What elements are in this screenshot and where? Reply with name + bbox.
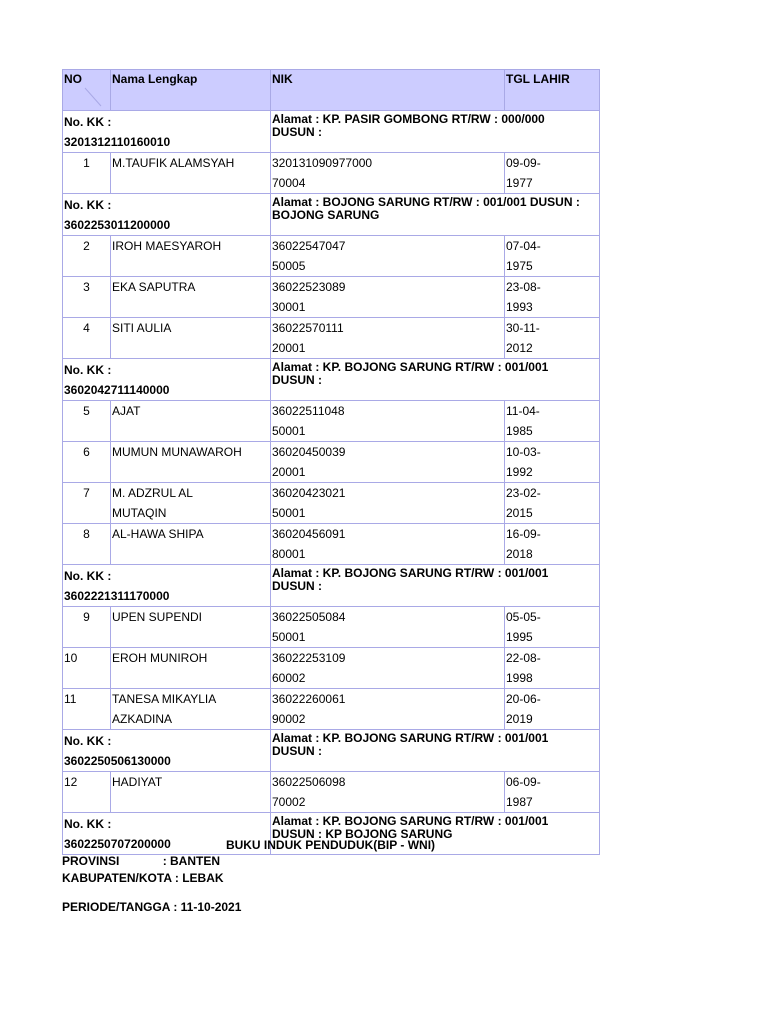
birthdate-line: 1992	[506, 465, 533, 479]
nik-cell	[271, 689, 505, 730]
dusun-line: DUSUN :	[272, 744, 322, 758]
address-line: Alamat : KP. BOJONG SARUNG RT/RW : 001/001	[272, 731, 549, 745]
kk-number: 3602042711140000	[64, 383, 170, 397]
name-cell	[111, 277, 271, 318]
table-row	[63, 524, 600, 565]
birthdate-cell	[505, 483, 600, 524]
kk-number: 3602250707200000	[64, 837, 171, 851]
nik-line: 50005	[272, 259, 306, 273]
document-title: BUKU INDUK PENDUDUK(BIP - WNI)	[225, 838, 436, 852]
name-cell	[111, 689, 271, 730]
nik-line: 50001	[272, 630, 306, 644]
table-row	[63, 153, 600, 194]
nik-line: 80001	[272, 547, 306, 561]
nik-line: 36022523089	[272, 280, 346, 294]
birthdate-cell	[505, 648, 600, 689]
birthdate-line: 1998	[506, 671, 533, 685]
nik-cell	[271, 524, 505, 565]
nik-line: 36022506098	[272, 775, 346, 789]
kabupaten-line: KABUPATEN/KOTA : LEBAK	[62, 871, 224, 885]
nik-line: 36022260061	[272, 692, 346, 706]
no-cell: 12	[63, 772, 111, 813]
header-tgl-lahir: TGL LAHIR	[505, 70, 600, 111]
dusun-line: DUSUN :	[272, 125, 322, 139]
birthdate-line: 2012	[506, 341, 533, 355]
kk-label: No. KK :	[64, 115, 112, 129]
kk-number: 3602250506130000	[64, 754, 171, 768]
kk-label: No. KK :	[64, 363, 112, 377]
no-cell: 3	[63, 277, 111, 318]
nik-line: 70004	[272, 176, 306, 190]
nik-cell	[271, 318, 505, 359]
kk-number: 3201312110160010	[64, 135, 171, 149]
kk-label: No. KK :	[64, 569, 112, 583]
birthdate-cell	[505, 401, 600, 442]
kk-number-cell	[63, 111, 271, 153]
name-cell	[111, 772, 271, 813]
birthdate-line: 23-08-	[506, 280, 541, 294]
name-cell	[111, 153, 271, 194]
address-cell	[271, 565, 600, 607]
nik-cell	[271, 442, 505, 483]
name-cell	[111, 483, 271, 524]
document-footer	[62, 837, 622, 916]
no-cell: 4	[63, 318, 111, 359]
name-line: EROH MUNIROH	[112, 651, 208, 665]
birthdate-line: 11-04-	[506, 404, 540, 418]
nik-cell	[271, 153, 505, 194]
birthdate-cell	[505, 153, 600, 194]
nik-cell	[271, 648, 505, 689]
nik-cell	[271, 483, 505, 524]
name-line: M.TAUFIK ALAMSYAH	[112, 156, 235, 170]
birthdate-line: 1987	[506, 795, 533, 809]
name-cell	[111, 648, 271, 689]
nik-cell	[271, 277, 505, 318]
birthdate-cell	[505, 236, 600, 277]
name-line: EKA SAPUTRA	[112, 280, 196, 294]
birthdate-line: 1993	[506, 300, 533, 314]
header-nama-lengkap: Nama Lengkap	[111, 70, 271, 111]
birthdate-line: 1975	[506, 259, 533, 273]
birthdate-cell	[505, 442, 600, 483]
address-line: Alamat : KP. BOJONG SARUNG RT/RW : 001/001	[272, 814, 549, 828]
nik-line: 30001	[272, 300, 306, 314]
name-line: SITI AULIA	[112, 321, 172, 335]
nik-cell	[271, 607, 505, 648]
dusun-line: DUSUN :	[272, 373, 322, 387]
no-cell: 7	[63, 483, 111, 524]
kk-label: No. KK :	[64, 734, 112, 748]
birthdate-line: 20-06-	[506, 692, 541, 706]
nik-line: 36020456091	[272, 527, 346, 541]
table-header-row	[63, 70, 600, 111]
address-cell	[271, 359, 600, 401]
no-cell: 5	[63, 401, 111, 442]
name-cell	[111, 524, 271, 565]
nik-line: 90002	[272, 712, 306, 726]
table-row	[63, 442, 600, 483]
table-row	[63, 318, 600, 359]
family-header-row	[63, 194, 600, 236]
name-line: IROH MAESYAROH	[112, 239, 222, 253]
birthdate-line: 2019	[506, 712, 533, 726]
name-cell	[111, 401, 271, 442]
name-line: AL-HAWA SHIPA	[112, 527, 204, 541]
birthdate-cell	[505, 524, 600, 565]
table-row	[63, 648, 600, 689]
nik-line: 36020423021	[272, 486, 346, 500]
periode-line: PERIODE/TANGGA : 11-10-2021	[62, 900, 242, 914]
no-cell: 9	[63, 607, 111, 648]
family-header-row	[63, 730, 600, 772]
kk-label: No. KK :	[64, 198, 112, 212]
no-cell: 6	[63, 442, 111, 483]
nik-line: 20001	[272, 341, 306, 355]
birthdate-line: 22-08-	[506, 651, 541, 665]
birthdate-line: 2018	[506, 547, 533, 561]
spacer	[62, 887, 622, 899]
birthdate-line: 23-02-	[506, 486, 541, 500]
nik-line: 36022253109	[272, 651, 346, 665]
name-line: M. ADZRUL AL	[112, 486, 193, 500]
name-line: UPEN SUPENDI	[112, 610, 203, 624]
name-line: MUTAQIN	[112, 506, 167, 520]
birthdate-line: 1985	[506, 424, 533, 438]
table-row	[63, 772, 600, 813]
birthdate-cell	[505, 277, 600, 318]
nik-cell	[271, 401, 505, 442]
table-row	[63, 483, 600, 524]
address-cell	[271, 194, 600, 236]
table-row	[63, 607, 600, 648]
nik-line: 70002	[272, 795, 306, 809]
address-cell	[271, 730, 600, 772]
kk-number-cell	[63, 359, 271, 401]
provinsi-line: PROVINSI : BANTEN	[62, 854, 221, 868]
table-row	[63, 401, 600, 442]
dusun-line: BOJONG SARUNG	[272, 208, 380, 222]
kk-number-cell	[63, 565, 271, 607]
family-header-row	[63, 111, 600, 153]
no-cell: 11	[63, 689, 111, 730]
kk-number: 3602221311170000	[64, 589, 170, 603]
address-cell	[271, 111, 600, 153]
birthdate-line: 1977	[506, 176, 533, 190]
birthdate-line: 1995	[506, 630, 533, 644]
name-cell	[111, 442, 271, 483]
kk-number-cell	[63, 194, 271, 236]
birthdate-line: 05-05-	[506, 610, 541, 624]
nik-line: 36022570111	[272, 321, 344, 335]
birthdate-cell	[505, 607, 600, 648]
name-line: HADIYAT	[112, 775, 163, 789]
nik-line: 36022505084	[272, 610, 346, 624]
kk-number-cell	[63, 730, 271, 772]
nik-cell	[271, 772, 505, 813]
nik-line: 36022547047	[272, 239, 346, 253]
header-no: NO	[63, 70, 111, 111]
name-line: AZKADINA	[112, 712, 173, 726]
birthdate-line: 09-09-	[506, 156, 541, 170]
population-register	[62, 69, 599, 855]
address-line: Alamat : BOJONG SARUNG RT/RW : 001/001 DUSUN :	[272, 195, 580, 209]
dusun-line: DUSUN : KP BOJONG SARUNG	[272, 827, 453, 841]
birthdate-line: 2015	[506, 506, 533, 520]
name-line: AJAT	[112, 404, 141, 418]
address-line: Alamat : KP. PASIR GOMBONG RT/RW : 000/000	[272, 112, 545, 126]
kk-label: No. KK :	[64, 817, 112, 831]
nik-line: 60002	[272, 671, 306, 685]
resident-table	[62, 69, 600, 855]
birthdate-cell	[505, 318, 600, 359]
table-row	[63, 689, 600, 730]
birthdate-line: 10-03-	[506, 445, 541, 459]
nik-line: 20001	[272, 465, 306, 479]
birthdate-cell	[505, 772, 600, 813]
no-cell: 2	[63, 236, 111, 277]
birthdate-line: 30-11-	[506, 321, 540, 335]
no-cell: 8	[63, 524, 111, 565]
name-line: TANESA MIKAYLIA	[112, 692, 217, 706]
name-cell	[111, 236, 271, 277]
table-body	[63, 111, 600, 855]
birthdate-line: 06-09-	[506, 775, 541, 789]
table-row	[63, 236, 600, 277]
nik-line: 36020450039	[272, 445, 346, 459]
dusun-line: DUSUN :	[272, 579, 322, 593]
address-line: Alamat : KP. BOJONG SARUNG RT/RW : 001/001	[272, 360, 549, 374]
name-line: MUMUN MUNAWAROH	[112, 445, 242, 459]
nik-line: 50001	[272, 424, 306, 438]
name-cell	[111, 607, 271, 648]
nik-line: 50001	[272, 506, 306, 520]
kk-number: 3602253011200000	[64, 218, 171, 232]
table-row	[63, 277, 600, 318]
nik-line: 320131090977000	[272, 156, 373, 170]
address-line: Alamat : KP. BOJONG SARUNG RT/RW : 001/001	[272, 566, 549, 580]
birthdate-line: 16-09-	[506, 527, 541, 541]
birthdate-line: 07-04-	[506, 239, 541, 253]
nik-line: 36022511048	[272, 404, 345, 418]
name-cell	[111, 318, 271, 359]
no-cell: 10	[63, 648, 111, 689]
family-header-row	[63, 359, 600, 401]
no-cell: 1	[63, 153, 111, 194]
nik-cell	[271, 236, 505, 277]
header-nik: NIK	[271, 70, 505, 111]
family-header-row	[63, 565, 600, 607]
birthdate-cell	[505, 689, 600, 730]
